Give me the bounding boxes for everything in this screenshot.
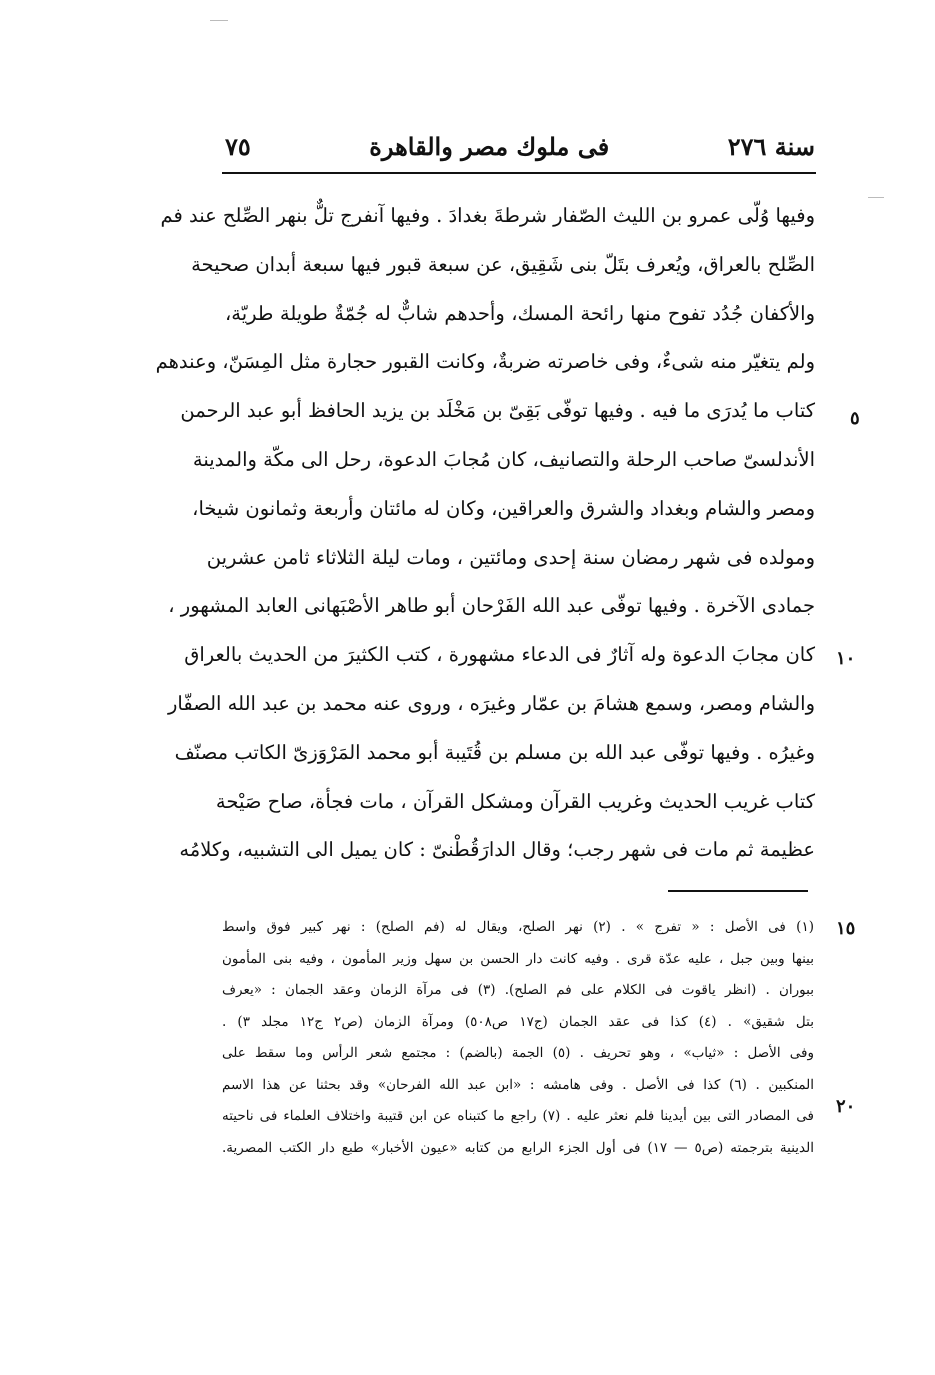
footnote-line: بتل شقيق» . (٤) كذا فى عقد الجمان (ج١٧ ص٥٠٨) ومرآة الزمان (ص٢ ج١٢ مجلد ٣) . xyxy=(222,1013,814,1030)
text-line: عظيمة ثم مات فى شهر رجب؛ وقال الدارَقُطْنىّ : كان يميل الى التشبيه، وكلامُه xyxy=(179,838,815,862)
footnote-rule xyxy=(668,890,808,892)
line-number-5: ٥ xyxy=(850,408,860,429)
line-number-15: ١٥ xyxy=(836,918,856,939)
text-line: الأندلسىّ صاحب الرحلة والتصانيف، كان مُجابَ الدعوة، رحل الى مكّة والمدينة xyxy=(192,447,815,471)
header-title: فى ملوك مصر والقاهرة xyxy=(369,131,610,161)
text-line: ولم يتغيّر منه شىءٌ، وفى خاصرته ضربةٌ، وكانت القبور حجارة مثل المِسَنّ، وعندهم xyxy=(155,350,815,374)
scan-mark xyxy=(210,20,228,21)
text-line: كان مجابَ الدعوة وله آثارٌ فى الدعاء مشهورة ، كتب الكثيرَ من الحديث بالعراق xyxy=(184,643,815,667)
text-line: والشام ومصر، وسمع هشامَ بن عمّار وغيرَه ، وروى عنه محمد بن عبد الله الصفّار xyxy=(167,691,815,715)
header-rule xyxy=(222,172,816,174)
running-header xyxy=(225,126,815,166)
footnote-line: وفى الأصل : «ثياب» ، وهو تحريف . (٥) الجمة (بالضم) : مجتمع شعر الرأس وما سقط على xyxy=(222,1045,815,1061)
footnote-line: (١) فى الأصل : « تفرج » . (٢) نهر الصلح، ويقال له (فم الصلح) : نهر كبير فوق واسط xyxy=(222,919,814,935)
text-line: وفيها وُلّى عمرو بن الليث الصّفار شرطةَ بغدادَ . وفيها آنفرج تلٌّ بنهر الصِّلح عند فم xyxy=(160,204,815,227)
text-line: كتاب غريب الحديث وغريب القرآن ومشكل القرآن ، مات فجأة، صاح صَيْحة xyxy=(215,789,815,813)
line-number-10: ١٠ xyxy=(836,648,856,669)
footnote-line: فى المصادر التى بين أيدينا فلم نعثر عليه . (٧) راجع ما كتبناه عن ابن قتيبة واختلاف العلماء فى ناحيته xyxy=(222,1108,814,1124)
line-number-20: ٢٠ xyxy=(836,1096,856,1117)
scan-mark xyxy=(868,197,884,198)
footnote-line: بينها وبين جبل ، عليه عدّة قرى . وفيه كانت دار الحسن بن سهل وزير المأمون ، وفيه بنى المأمون xyxy=(222,950,814,967)
text-line: والأكفان جُدُد تفوح منها رائحة المسك، وأحدهم شابٌّ له جُمّةٌ طويلة طريّة، xyxy=(225,301,815,325)
page-number: ٧٥ xyxy=(225,131,251,161)
footnote-line: المنكبين . (٦) كذا فى الأصل . وفى هامشه : «ابن عبد الله الفرحان» وقد بحثنا عن هذا الاسم xyxy=(222,1076,814,1093)
main-text xyxy=(155,192,815,875)
text-line: كتاب ما يُدرَى ما فيه . وفيها توفّى بَقِىّ بن مَخْلَد بن يزيد الحافظ أبو عبد الرحمن xyxy=(180,399,815,423)
text-line: الصِّلح بالعراق، ويُعرف بتَلّ بنى شَقِيق، عن سبعة قبور فيها سبعة أبدان صحيحة xyxy=(191,252,815,276)
text-line: ومصر والشام وبغداد والشرق والعراقين، وكان له مائتان وأربعة وثمانون شيخا، xyxy=(192,496,815,520)
text-line: وغيرُه . وفيها توفّى عبد الله بن مسلم بن قُتَيبة أبو محمد المَرْوَزىّ الكاتب مصنّف xyxy=(174,740,815,764)
footnotes xyxy=(222,912,814,1164)
text-line: جمادى الآخرة . وفيها توفّى عبد الله الفَرْحان أبو طاهر الأصْبَهانى العابد المشهور ، xyxy=(168,594,815,618)
footnote-line: ببوران . (انظر ياقوت فى الكلام على فم الصلح). (٣) فى مرآة الزمان وعقد الجمان : «يعرف xyxy=(222,982,814,998)
footnote-line: الدينية بترجمته (ص٥ — ١٧) فى أول الجزء الرابع من كتابه «عيون الأخبار» طبع دار الكتب المصرية. xyxy=(222,1139,814,1156)
header-year: سنة ٢٧٦ xyxy=(727,131,815,161)
text-line: ومولده فى شهر رمضان سنة إحدى ومائتين ، ومات ليلة الثلاثاء ثامن عشرين xyxy=(206,545,815,569)
